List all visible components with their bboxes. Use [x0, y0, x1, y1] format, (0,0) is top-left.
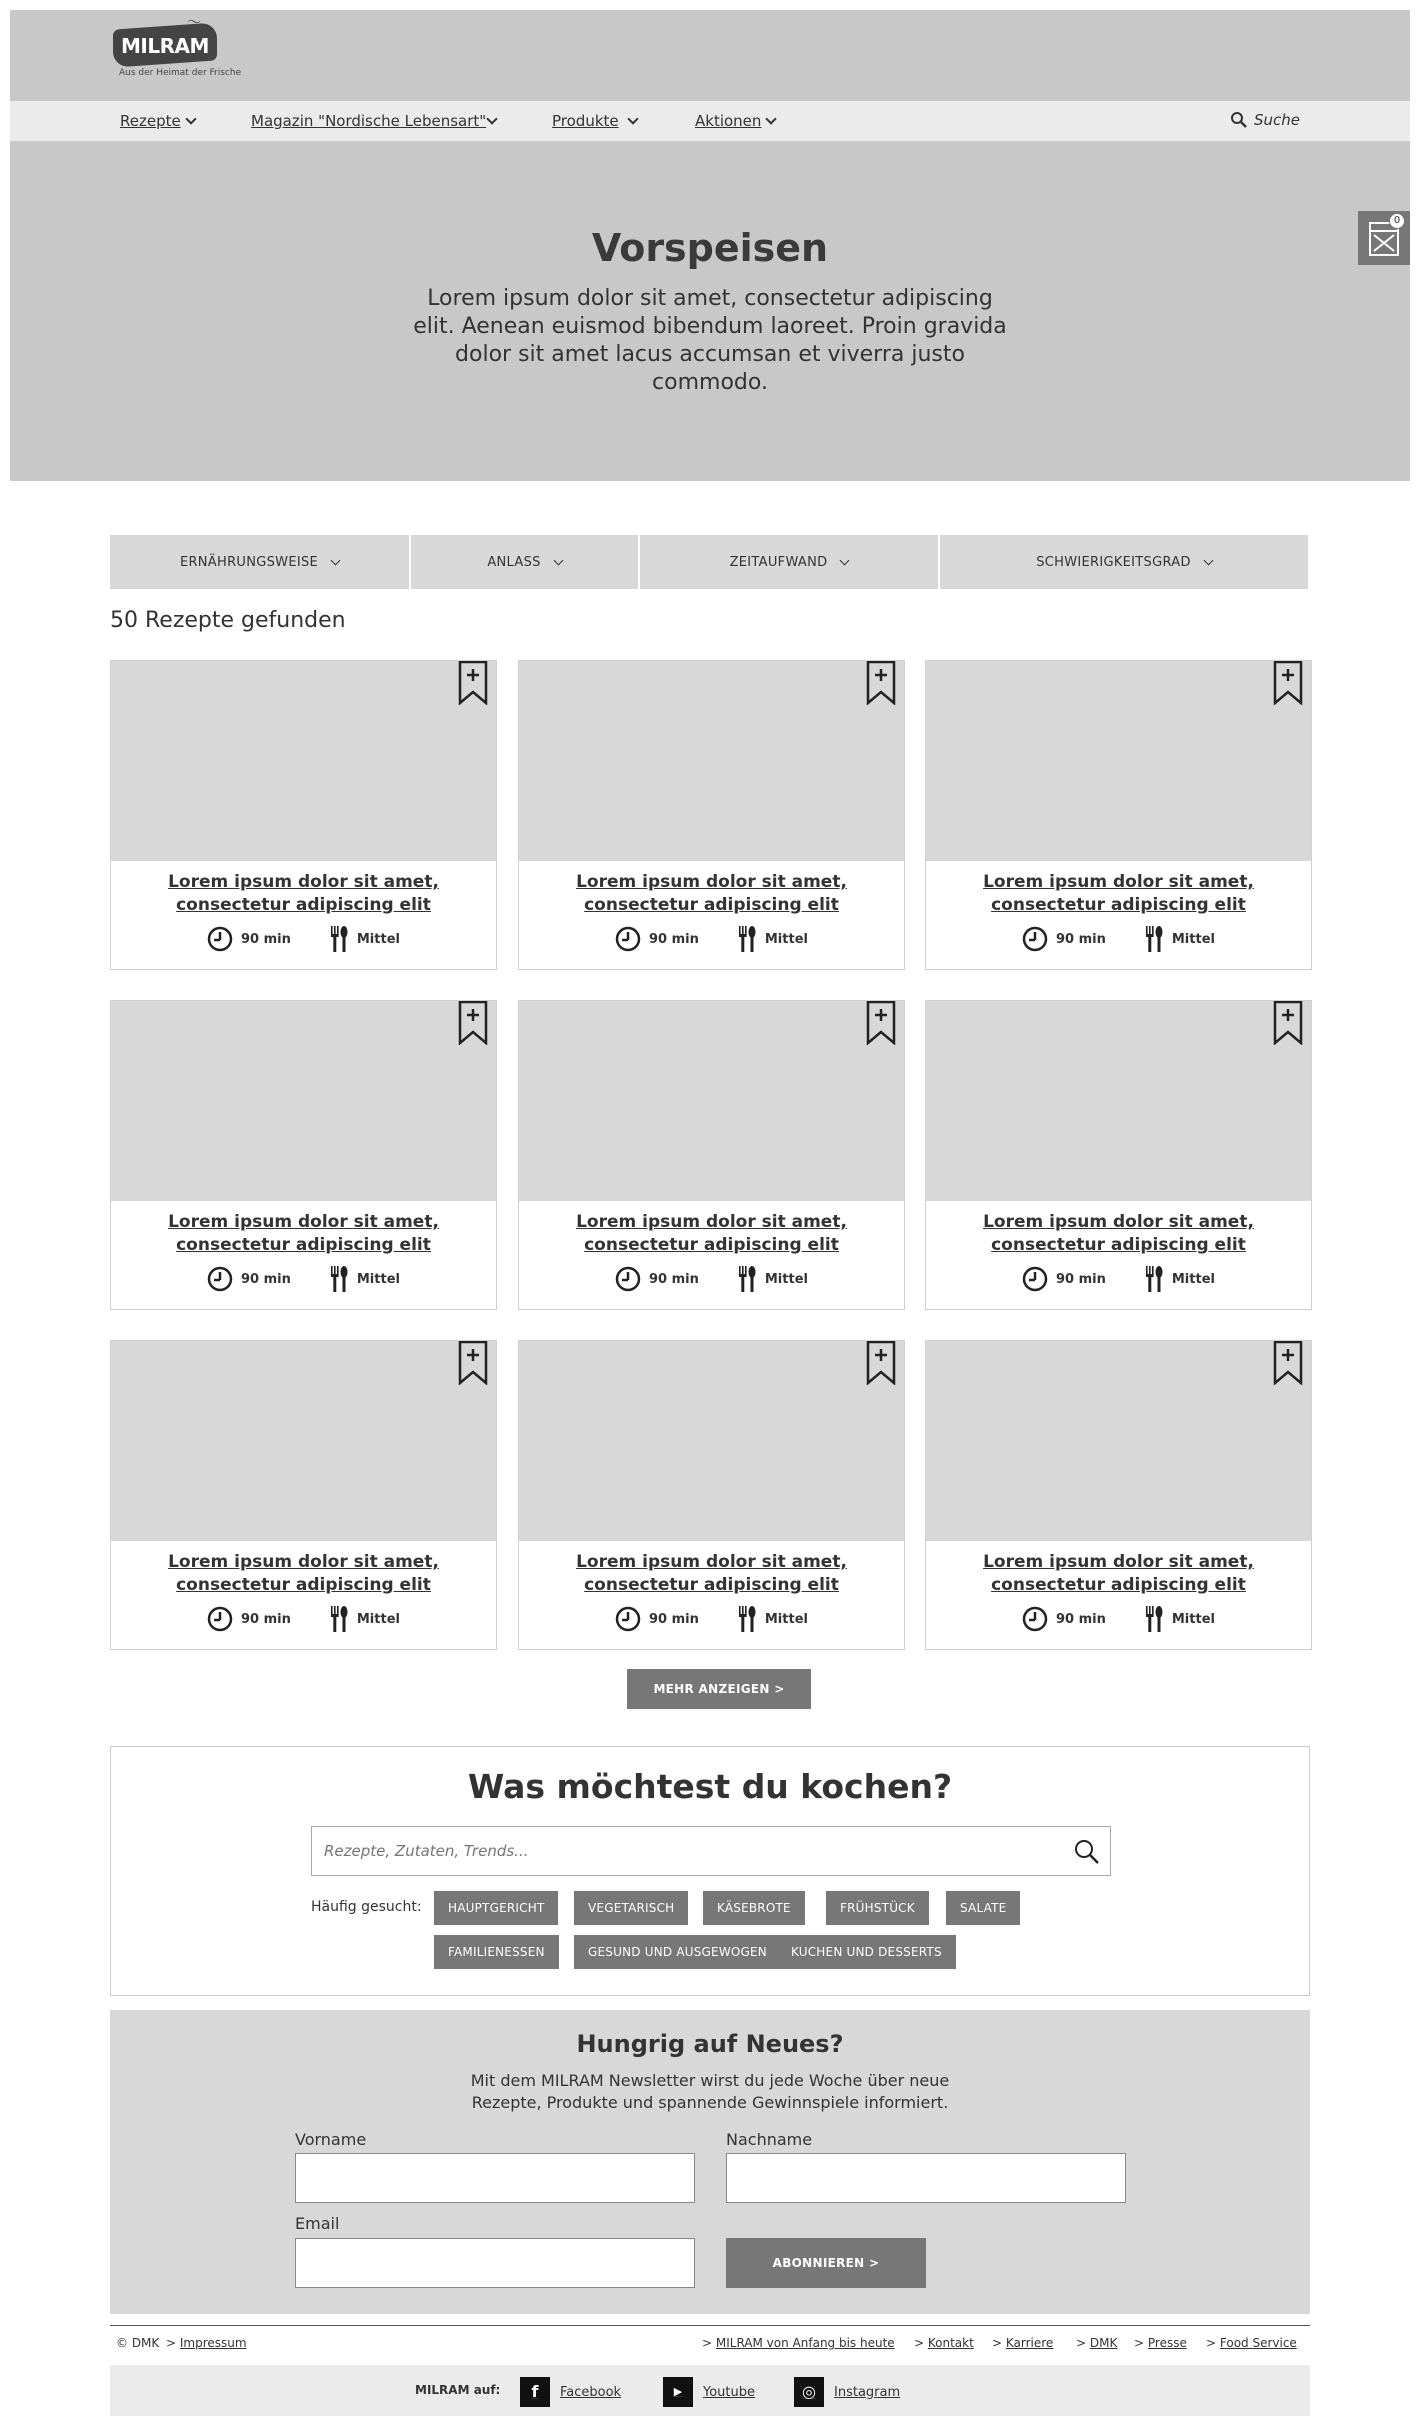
recipe-search-input[interactable]: [312, 1827, 1052, 1875]
chevron-down-icon: [486, 113, 497, 124]
filter-anlass[interactable]: [411, 535, 638, 589]
recipe-level-value: Mittel: [1171, 931, 1215, 947]
chip-gesund[interactable]: GESUND UND AUSGEWOGEN: [574, 1935, 781, 1969]
bookmark-add-icon[interactable]: [866, 661, 896, 705]
firstname-label: Vorname: [295, 2130, 367, 2149]
recipe-time: [1022, 1606, 1106, 1632]
footer-divider: [110, 2325, 1310, 2326]
chevron-down-icon: [331, 555, 341, 565]
recipe-time: [207, 1606, 291, 1632]
email-label: Email: [295, 2214, 340, 2233]
recipe-title[interactable]: Lorem ipsum dolor sit amet, consectetur adipiscing elit: [983, 1552, 1254, 1595]
footer-link-kontakt[interactable]: > Kontakt: [914, 2336, 974, 2350]
seagull-icon: 〜: [187, 15, 201, 31]
filter-zeitaufwand[interactable]: [640, 535, 938, 589]
recipe-time-value: 90 min: [241, 1611, 291, 1627]
page-title: Vorspeisen: [591, 226, 829, 270]
recipe-time: [207, 926, 291, 952]
clock-icon: [1022, 926, 1048, 952]
filter-label: ANLASS: [487, 554, 541, 570]
recipe-level: [737, 1264, 808, 1294]
footer-link-presse[interactable]: > Presse: [1134, 2336, 1187, 2350]
footer-link-history[interactable]: > MILRAM von Anfang bis heute: [702, 2336, 895, 2350]
recipe-card[interactable]: [110, 660, 497, 970]
chip-familienessen[interactable]: FAMILIENESSEN: [434, 1935, 559, 1969]
recipe-time-value: 90 min: [241, 931, 291, 947]
recipe-level-value: Mittel: [356, 1271, 400, 1287]
clock-icon: [207, 1606, 233, 1632]
clock-icon: [615, 1606, 641, 1632]
nav-label: Rezepte: [120, 112, 181, 130]
recipe-meta: [926, 924, 1311, 954]
recipe-level-value: Mittel: [764, 931, 808, 947]
filter-schwierigkeitsgrad[interactable]: [940, 535, 1308, 589]
bookmark-add-icon[interactable]: [1273, 661, 1303, 705]
recipe-meta: [111, 1604, 496, 1634]
cutlery-icon: [737, 924, 757, 954]
recipe-meta: [111, 1264, 496, 1294]
bookmark-add-icon[interactable]: [866, 1001, 896, 1045]
recipe-image[interactable]: [926, 1001, 1311, 1201]
footer-link-label: Impressum: [179, 2336, 247, 2350]
bookmark-add-icon[interactable]: [458, 661, 488, 705]
recipe-meta: [519, 1264, 904, 1294]
nav-label: Produkte: [552, 112, 619, 130]
chip-hauptgericht[interactable]: HAUPTGERICHT: [434, 1891, 558, 1925]
bookmark-add-icon[interactable]: [1273, 1341, 1303, 1385]
recipe-time-value: 90 min: [649, 1611, 699, 1627]
recipe-search-box: [311, 1826, 1111, 1876]
footer-link-food-service[interactable]: > Food Service: [1206, 2336, 1297, 2350]
lastname-field[interactable]: [726, 2153, 1126, 2203]
recipe-card[interactable]: [925, 1340, 1312, 1650]
frequent-searches-label: Häufig gesucht:: [311, 1899, 422, 1915]
logo-tagline: Aus der Heimat der Frische: [119, 68, 242, 78]
cutlery-icon: [1144, 924, 1164, 954]
recipe-image[interactable]: [519, 1341, 904, 1541]
newsletter-text: Mit dem MILRAM Newsletter wirst du jede Woche über neue Rezepte, Produkte und spannende Gewinnspiele informiert.: [470, 2071, 950, 2112]
logo-text: MILRAM: [121, 34, 209, 58]
recipe-level: [1144, 924, 1215, 954]
social-bar: [110, 2365, 1310, 2416]
recipe-level: [329, 1604, 400, 1634]
recipe-meta: [111, 924, 496, 954]
social-label: MILRAM auf:: [415, 2383, 501, 2397]
footer-link-karriere[interactable]: > Karriere: [992, 2336, 1054, 2350]
recipe-level-value: Mittel: [1171, 1611, 1215, 1627]
social-facebook[interactable]: [520, 2377, 621, 2407]
footer-link-label: Presse: [1147, 2336, 1187, 2350]
chevron-down-icon: [553, 555, 563, 565]
facebook-icon: f: [520, 2377, 550, 2407]
chevron-down-icon: [766, 113, 777, 124]
filter-bar: [110, 535, 1310, 589]
recipe-time: [207, 1266, 291, 1292]
filter-label: ZEITAUFWAND: [729, 554, 828, 570]
recipe-meta: [926, 1264, 1311, 1294]
social-link-label: Instagram: [834, 2384, 901, 2400]
instagram-icon: ◎: [794, 2377, 824, 2407]
nav-label: Magazin "Nordische Lebensart": [251, 112, 487, 130]
clock-icon: [1022, 1606, 1048, 1632]
recipe-level-value: Mittel: [356, 931, 400, 947]
chevron-down-icon: [1203, 555, 1213, 565]
chip-vegetarisch[interactable]: VEGETARISCH: [574, 1891, 688, 1925]
newsletter-title: Hungrig auf Neues?: [576, 2030, 844, 2058]
recipe-meta: [926, 1604, 1311, 1634]
chevron-down-icon: [185, 113, 196, 124]
recipe-level-value: Mittel: [1171, 1271, 1215, 1287]
recipe-time: [1022, 1266, 1106, 1292]
search-link[interactable]: [1230, 111, 1300, 129]
social-instagram[interactable]: [794, 2377, 900, 2407]
footer-links: [110, 2336, 1310, 2356]
search-icon: [1230, 111, 1248, 129]
recipe-title[interactable]: Lorem ipsum dolor sit amet, consectetur adipiscing elit: [168, 1552, 439, 1595]
recipe-card[interactable]: [110, 1340, 497, 1650]
cutlery-icon: [329, 924, 349, 954]
footer-link-impressum[interactable]: > Impressum: [166, 2336, 247, 2350]
chip-kuchen[interactable]: KUCHEN UND DESSERTS: [777, 1935, 956, 1969]
milram-logo[interactable]: [103, 12, 243, 82]
filter-ernaehrungsweise[interactable]: [110, 535, 409, 589]
recipe-title[interactable]: Lorem ipsum dolor sit amet, consectetur adipiscing elit: [168, 1212, 439, 1255]
recipe-title[interactable]: Lorem ipsum dolor sit amet, consectetur adipiscing elit: [168, 872, 439, 915]
recipe-search-title: Was möchtest du kochen?: [467, 1767, 953, 1806]
recipe-card[interactable]: [518, 660, 905, 970]
cutlery-icon: [1144, 1264, 1164, 1294]
recipe-card[interactable]: [110, 1000, 497, 1310]
recipe-title[interactable]: Lorem ipsum dolor sit amet, consectetur adipiscing elit: [576, 1212, 847, 1255]
recipe-level: [1144, 1604, 1215, 1634]
chip-fruehstueck[interactable]: FRÜHSTÜCK: [826, 1891, 929, 1925]
recipe-time: [615, 926, 699, 952]
chip-salate[interactable]: SALATE: [946, 1891, 1020, 1925]
recipe-time-value: 90 min: [1056, 931, 1106, 947]
recipe-level-value: Mittel: [356, 1611, 400, 1627]
youtube-icon: ▶: [663, 2377, 693, 2407]
recipe-image[interactable]: [111, 1341, 496, 1541]
footer-link-label: MILRAM von Anfang bis heute: [715, 2336, 895, 2350]
recipe-meta: [519, 1604, 904, 1634]
newsletter-section: [110, 2010, 1310, 2314]
recipe-card[interactable]: [518, 1340, 905, 1650]
cutlery-icon: [737, 1604, 757, 1634]
recipe-title[interactable]: Lorem ipsum dolor sit amet, consectetur adipiscing elit: [983, 872, 1254, 915]
recipe-level-value: Mittel: [764, 1271, 808, 1287]
search-icon[interactable]: [1072, 1837, 1102, 1867]
nav-item-aktionen[interactable]: [695, 112, 775, 130]
social-youtube[interactable]: [663, 2377, 755, 2407]
recipe-time: [615, 1266, 699, 1292]
recipe-count-badge: 0: [1389, 213, 1405, 229]
footer-link-label: DMK: [1089, 2336, 1118, 2350]
chip-kaesebrote[interactable]: KÄSEBROTE: [703, 1891, 805, 1925]
recipe-time-value: 90 min: [241, 1271, 291, 1287]
cutlery-icon: [329, 1604, 349, 1634]
show-more-button[interactable]: MEHR ANZEIGEN >: [627, 1669, 811, 1709]
recipe-time-value: 90 min: [1056, 1611, 1106, 1627]
recipe-level: [737, 1604, 808, 1634]
chevron-down-icon: [627, 113, 638, 124]
recipe-image[interactable]: [926, 1341, 1311, 1541]
main-nav: [10, 101, 1410, 141]
recipe-level: [737, 924, 808, 954]
filter-label: SCHWIERIGKEITSGRAD: [1036, 554, 1191, 570]
footer-link-label: Food Service: [1219, 2336, 1297, 2350]
bookmark-add-icon[interactable]: [1273, 1001, 1303, 1045]
nav-label: Aktionen: [695, 112, 762, 130]
lastname-label: Nachname: [726, 2130, 813, 2149]
filter-label: ERNÄHRUNGSWEISE: [179, 554, 319, 570]
recipe-time: [1022, 926, 1106, 952]
cutlery-icon: [1144, 1604, 1164, 1634]
recipe-card[interactable]: [925, 1000, 1312, 1310]
bookmark-add-icon[interactable]: [458, 1341, 488, 1385]
recipe-image[interactable]: [111, 661, 496, 861]
nav-item-magazin[interactable]: [251, 112, 496, 130]
recipe-level: [329, 924, 400, 954]
recipe-level: [329, 1264, 400, 1294]
results-count: 50 Rezepte gefunden: [110, 608, 346, 633]
recipe-card[interactable]: [518, 1000, 905, 1310]
footer-link-label: Kontakt: [927, 2336, 974, 2350]
subscribe-button[interactable]: ABONNIEREN >: [726, 2238, 926, 2288]
recipe-image[interactable]: [926, 661, 1311, 861]
nav-item-produkte[interactable]: [552, 112, 637, 130]
recipe-time-value: 90 min: [1056, 1271, 1106, 1287]
clock-icon: [1022, 1266, 1048, 1292]
clock-icon: [207, 1266, 233, 1292]
recipe-title[interactable]: Lorem ipsum dolor sit amet, consectetur adipiscing elit: [576, 872, 847, 915]
recipe-level-value: Mittel: [764, 1611, 808, 1627]
recipe-time-value: 90 min: [649, 931, 699, 947]
recipe-image[interactable]: [519, 661, 904, 861]
footer-link-dmk[interactable]: > DMK: [1076, 2336, 1118, 2350]
email-field[interactable]: [295, 2238, 695, 2288]
nav-item-rezepte[interactable]: [120, 112, 195, 130]
bookmark-add-icon[interactable]: [458, 1001, 488, 1045]
bookmark-add-icon[interactable]: [866, 1341, 896, 1385]
footer-link-label: Karriere: [1005, 2336, 1054, 2350]
recipe-image[interactable]: [519, 1001, 904, 1201]
recipe-card[interactable]: [925, 660, 1312, 970]
chevron-down-icon: [840, 555, 850, 565]
recipe-time-value: 90 min: [649, 1271, 699, 1287]
search-label: Suche: [1253, 111, 1300, 129]
recipe-meta: [519, 924, 904, 954]
clock-icon: [615, 926, 641, 952]
hero-text: Lorem ipsum dolor sit amet, consectetur adipiscing elit. Aenean euismod bibendum laoreet. Proin gravida dolor sit amet lacus accumsan et viverra justo commodo.: [413, 286, 1007, 395]
recipe-title[interactable]: Lorem ipsum dolor sit amet, consectetur adipiscing elit: [576, 1552, 847, 1595]
cutlery-icon: [737, 1264, 757, 1294]
clock-icon: [615, 1266, 641, 1292]
firstname-field[interactable]: [295, 2153, 695, 2203]
hero-banner: [10, 141, 1410, 481]
recipe-time: [615, 1606, 699, 1632]
social-link-label: Facebook: [560, 2384, 622, 2400]
cutlery-icon: [329, 1264, 349, 1294]
recipe-search-section: [110, 1746, 1310, 1996]
recipe-image[interactable]: [111, 1001, 496, 1201]
recipe-level: [1144, 1264, 1215, 1294]
social-link-label: Youtube: [703, 2384, 755, 2400]
recipe-title[interactable]: Lorem ipsum dolor sit amet, consectetur adipiscing elit: [983, 1212, 1254, 1255]
clock-icon: [207, 926, 233, 952]
copyright: © DMK: [116, 2336, 160, 2350]
